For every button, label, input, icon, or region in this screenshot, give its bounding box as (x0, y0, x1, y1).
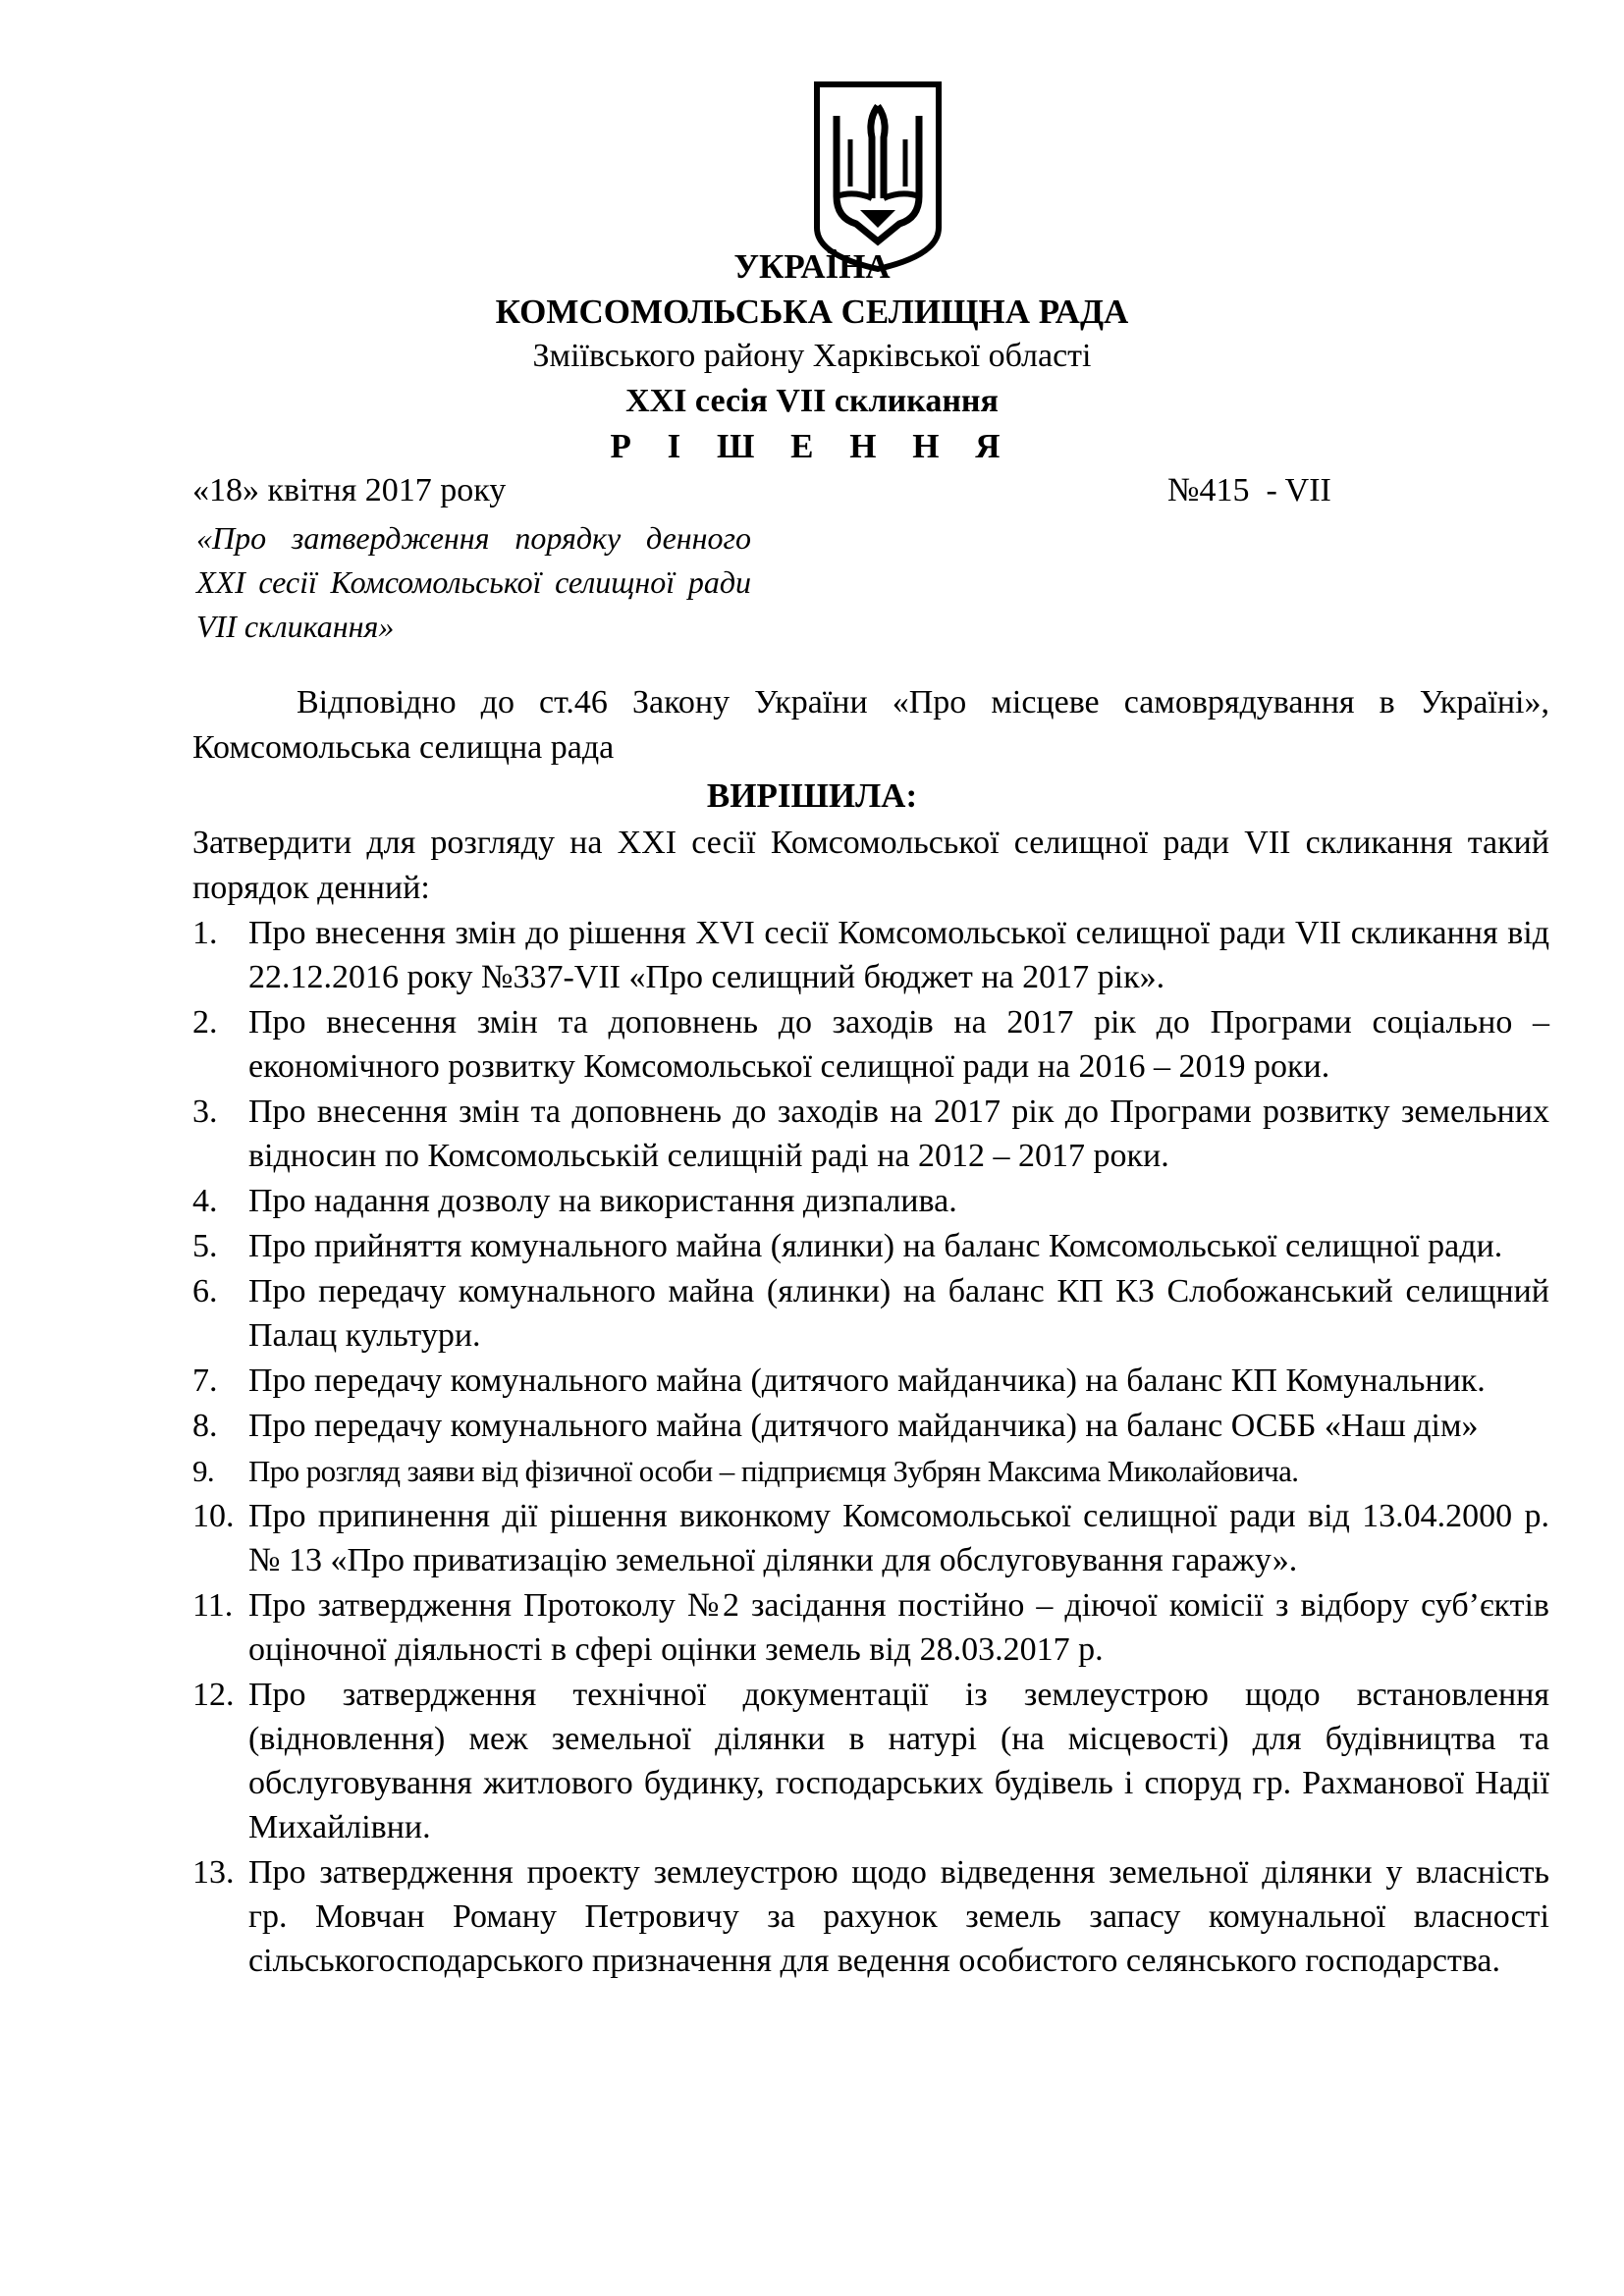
agenda-item-number: 9. (192, 1454, 215, 1488)
agenda-item-number: 1. (192, 915, 218, 951)
agenda-item-number: 10. (192, 1498, 235, 1534)
agenda-item (192, 1449, 1549, 1493)
agenda-item (192, 1224, 1549, 1268)
agenda-item (192, 1269, 1549, 1358)
agenda-item-number: 8. (192, 1408, 218, 1444)
agenda-item-number: 4. (192, 1183, 218, 1219)
agenda-item-number: 5. (192, 1228, 218, 1264)
district-heading: Зміївського району Харківської області (532, 338, 1092, 374)
council-heading: КОМСОМОЛЬСЬКА СЕЛИЩНА РАДА (495, 293, 1129, 331)
agenda-item-text: Про затвердження проекту землеустрою щодо відведення земельної ділянки у власність гр. Мовчан Роману Петровичу за рахунок земель запасу комунальної власності сільськогосподарського призначення для ведення особистого селянського господарства. (248, 1854, 1549, 1979)
agenda-item (192, 1673, 1549, 1849)
resolved-heading: ВИРІШИЛА: (706, 776, 918, 815)
decision-subject: «Про затвердження порядку денного XXI сесії Комсомольської селищної ради VII скликання» (196, 520, 751, 644)
intro-paragraph: Затвердити для розгляду на XXI сесії Комсомольської селищної ради VII скликання такий порядок денний: (192, 825, 1549, 906)
session-heading: XXI сесія VII скликання (625, 383, 999, 419)
decision-title: Р І Ш Е Н Н Я (610, 427, 1014, 465)
agenda-item-text: Про внесення змін та доповнень до заходів на 2017 рік до Програми соціально – економічного розвитку Комсомольської селищної ради на 2016 – 2019 роки. (248, 1004, 1549, 1085)
agenda-item-text: Про затвердження технічної документації із землеустрою щодо встановлення (відновлення) меж земельної ділянки в натурі (на місцевості) для будівництва та обслуговування житлового будинку, господарських будівель і споруд гр. Рахманової Надії Михайлівни. (248, 1677, 1549, 1845)
agenda-item (192, 1090, 1549, 1178)
agenda-item (192, 1179, 1549, 1223)
agenda-item-text: Про передачу комунального майна (ялинки) на баланс КП КЗ Слобожанський селищний Палац культури. (248, 1273, 1549, 1354)
agenda-item (192, 1494, 1549, 1582)
agenda-item-text: Про розгляд заяви від фізичної особи – підприємця Зубрян Максима Миколайовича. (248, 1454, 1299, 1488)
agenda-item-number: 12. (192, 1677, 235, 1713)
agenda-item-number: 2. (192, 1004, 218, 1041)
agenda-item (192, 1000, 1549, 1089)
agenda-item-number: 7. (192, 1362, 218, 1399)
agenda-item-number: 13. (192, 1854, 235, 1891)
agenda-item-text: Про затвердження Протоколу №2 засідання постійно – діючої комісії з відбору суб’єктів оціночної діяльності в сфері оцінки земель від 28.03.2017 р. (248, 1587, 1549, 1668)
agenda-item-number: 3. (192, 1094, 218, 1130)
agenda-item-text: Про внесення змін до рішення XVI сесії Комсомольської селищної ради VII скликання від 22.12.2016 року №337-VII «Про селищний бюджет на 2017 рік». (248, 915, 1549, 995)
agenda-item-text: Про надання дозволу на використання дизпалива. (248, 1183, 957, 1219)
agenda-item (192, 1404, 1549, 1448)
agenda-item-text: Про передачу комунального майна (дитячого майданчика) на баланс КП Комунальник. (248, 1362, 1486, 1399)
agenda-item-text: Про припинення дії рішення виконкому Комсомольської селищної ради від 13.04.2000 р. № 13 «Про приватизацію земельної ділянки для обслуговування гаражу». (248, 1498, 1549, 1578)
agenda-item (192, 1359, 1549, 1403)
agenda-item-text: Про прийняття комунального майна (ялинки) на баланс Комсомольської селищної ради. (248, 1228, 1503, 1264)
agenda-item-number: 11. (192, 1587, 234, 1624)
agenda-item (192, 1583, 1549, 1672)
agenda-item (192, 911, 1549, 999)
trident-emblem-icon (813, 80, 943, 273)
agenda-item-number: 6. (192, 1273, 218, 1309)
decision-number: №415 - VII (1167, 472, 1331, 508)
preamble-paragraph: Відповідно до ст.46 Закону України «Про місцеве самоврядування в Україні», Комсомольська селищна рада (192, 684, 1549, 766)
decision-date: «18» квітня 2017 року (192, 472, 507, 508)
country-heading: УКРАЇНА (733, 247, 891, 286)
agenda-item-text: Про внесення змін та доповнень до заходів на 2017 рік до Програми розвитку земельних відносин по Комсомольській селищній раді на 2012 – 2017 роки. (248, 1094, 1549, 1174)
agenda-list (192, 911, 1549, 1984)
agenda-item-text: Про передачу комунального майна (дитячого майданчика) на баланс ОСББ «Наш дім» (248, 1408, 1479, 1444)
agenda-item (192, 1850, 1549, 1983)
